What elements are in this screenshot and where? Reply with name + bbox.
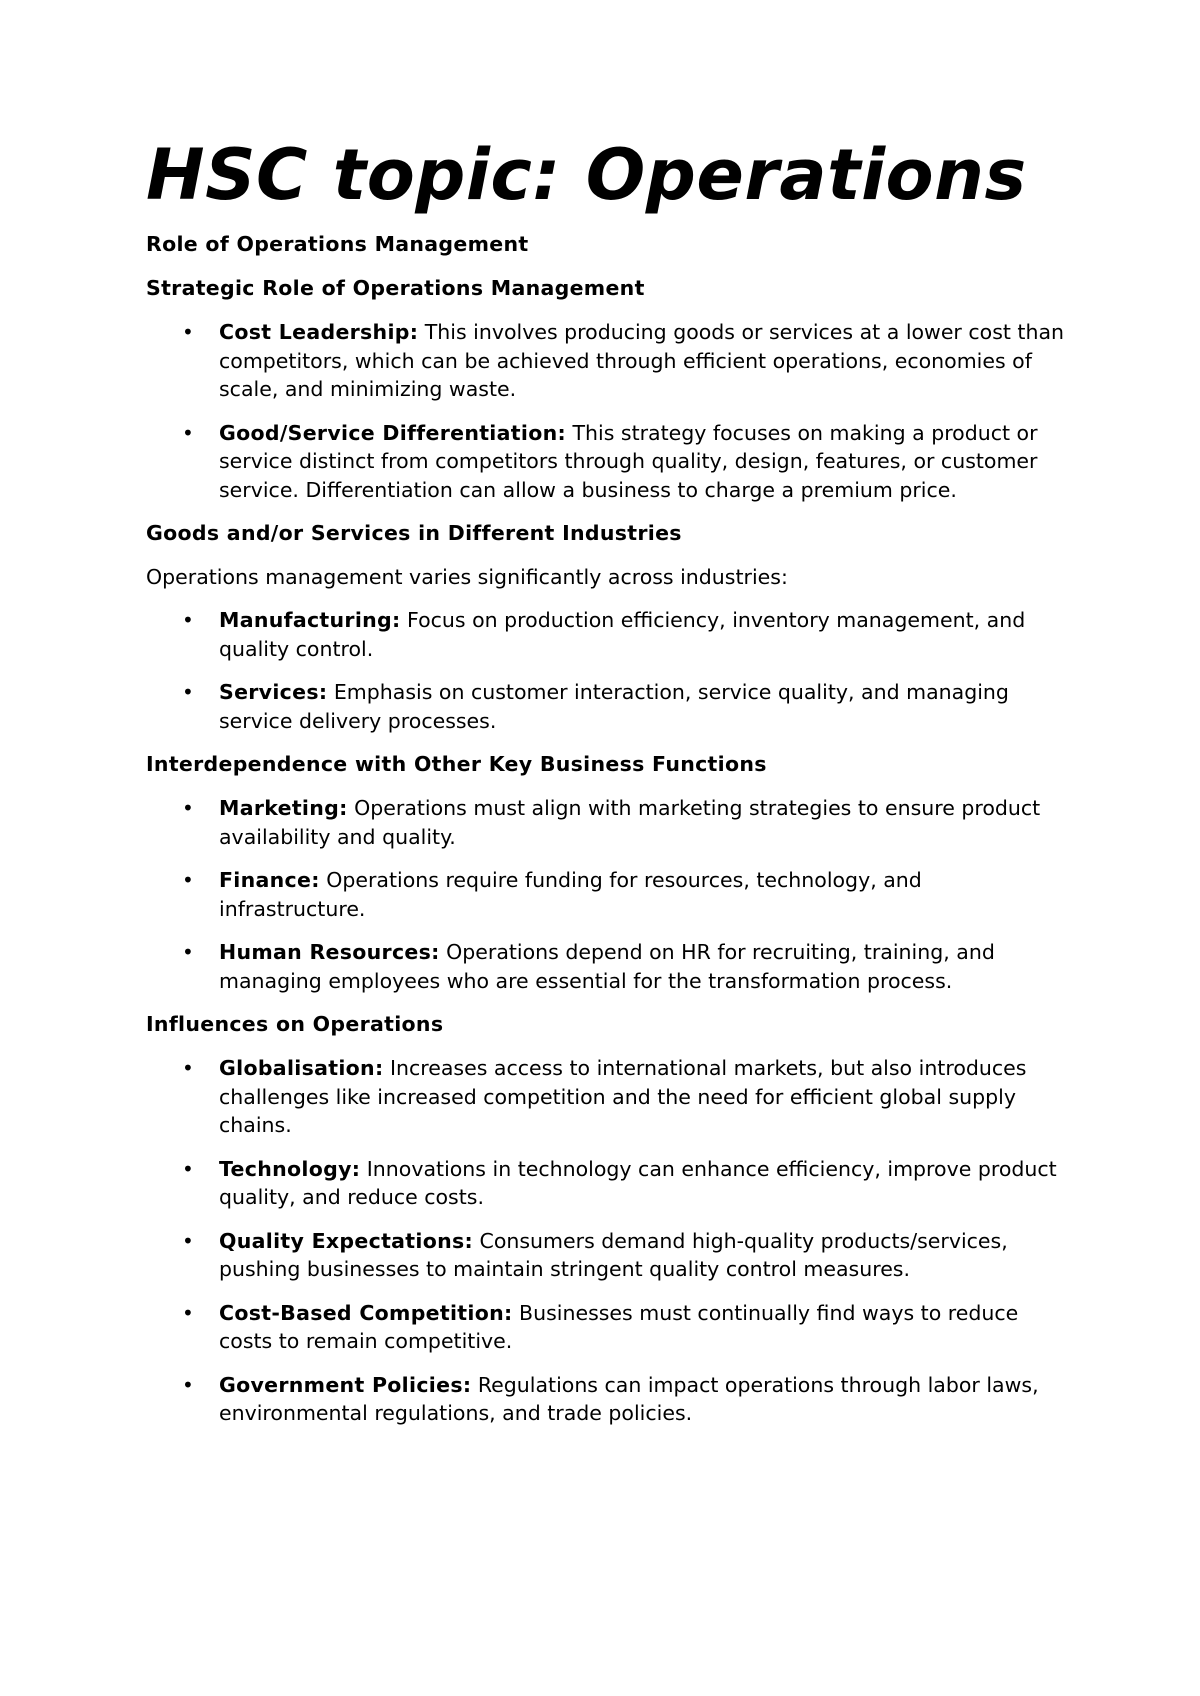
bullet-icon: • bbox=[182, 940, 194, 964]
bullet-icon: • bbox=[182, 796, 194, 820]
item-text: This strategy focuses on making a product or service distinct from competitors through quality, design, features, or customer service. Differentiation can allow a business to charge a premium price. bbox=[219, 420, 1038, 502]
list-item bbox=[146, 1054, 1066, 1140]
item-text: Operations require funding for resources, technology, and infrastructure. bbox=[219, 868, 922, 921]
item-term: Cost Leadership: bbox=[219, 320, 419, 344]
section-heading: Role of Operations Management bbox=[146, 232, 529, 256]
item-text: Consumers demand high-quality products/services, pushing businesses to maintain stringent quality control measures. bbox=[219, 1228, 1008, 1281]
list-item bbox=[146, 1155, 1066, 1212]
item-term: Globalisation: bbox=[219, 1056, 384, 1080]
item-text: Emphasis on customer interaction, service quality, and managing service delivery processes. bbox=[219, 680, 1009, 733]
bullet-icon: • bbox=[182, 868, 194, 892]
item-term: Marketing: bbox=[219, 796, 348, 820]
section-heading: Interdependence with Other Key Business Functions bbox=[146, 752, 767, 776]
section-heading: Strategic Role of Operations Management bbox=[146, 276, 645, 300]
item-term: Finance: bbox=[219, 868, 320, 892]
bullet-icon: • bbox=[182, 420, 194, 445]
list-item bbox=[146, 606, 1066, 663]
bullet-icon: • bbox=[182, 1056, 194, 1080]
list-item bbox=[146, 1227, 1066, 1284]
item-term: Services: bbox=[219, 680, 328, 704]
bullet-list bbox=[146, 318, 1066, 504]
section-heading: Influences on Operations bbox=[146, 1012, 444, 1036]
item-text: Regulations can impact operations through labor laws, environmental regulations, and trade policies. bbox=[219, 1372, 1039, 1425]
list-item bbox=[146, 419, 1066, 505]
bullet-icon: • bbox=[182, 1372, 194, 1397]
bullet-list bbox=[146, 606, 1066, 735]
item-term: Manufacturing: bbox=[219, 608, 401, 632]
bullet-list bbox=[146, 1054, 1066, 1428]
list-item bbox=[146, 678, 1066, 735]
section-intro: Operations management varies significantly across industries: bbox=[146, 565, 788, 589]
bullet-icon: • bbox=[182, 1156, 194, 1181]
bullet-list bbox=[146, 794, 1066, 995]
document-title: HSC topic: Operations bbox=[146, 134, 1027, 216]
bullet-icon: • bbox=[182, 608, 194, 632]
item-text: Focus on production efficiency, inventory management, and quality control. bbox=[219, 608, 1026, 661]
list-item bbox=[146, 866, 1066, 923]
item-text: Increases access to international markets, but also introduces challenges like increased competition and the need for efficient global supply chains. bbox=[219, 1056, 1027, 1137]
item-term: Quality Expectations: bbox=[219, 1228, 474, 1253]
item-term: Technology: bbox=[219, 1156, 361, 1181]
item-text: Innovations in technology can enhance efficiency, improve product quality, and reduce costs. bbox=[219, 1156, 1057, 1209]
document-page bbox=[146, 134, 1066, 1443]
item-text: Businesses must continually find ways to reduce costs to remain competitive. bbox=[219, 1300, 1019, 1353]
bullet-icon: • bbox=[182, 680, 194, 704]
item-term: Human Resources: bbox=[219, 940, 440, 964]
list-item bbox=[146, 794, 1066, 851]
item-term: Cost-Based Competition: bbox=[219, 1300, 513, 1325]
item-term: Good/Service Differentiation: bbox=[219, 420, 566, 445]
bullet-icon: • bbox=[182, 1300, 194, 1325]
section-heading: Goods and/or Services in Different Industries bbox=[146, 521, 682, 545]
item-text: Operations must align with marketing strategies to ensure product availability and quality. bbox=[219, 796, 1041, 849]
item-text: Operations depend on HR for recruiting, training, and managing employees who are essential for the transformation process. bbox=[219, 940, 995, 993]
list-item bbox=[146, 318, 1066, 404]
list-item bbox=[146, 1371, 1066, 1428]
item-text: This involves producing goods or services at a lower cost than competitors, which can be achieved through efficient operations, economies of scale, and minimizing waste. bbox=[219, 320, 1065, 401]
bullet-icon: • bbox=[182, 1228, 194, 1253]
bullet-icon: • bbox=[182, 320, 194, 344]
list-item bbox=[146, 938, 1066, 995]
item-term: Government Policies: bbox=[219, 1372, 472, 1397]
list-item bbox=[146, 1299, 1066, 1356]
